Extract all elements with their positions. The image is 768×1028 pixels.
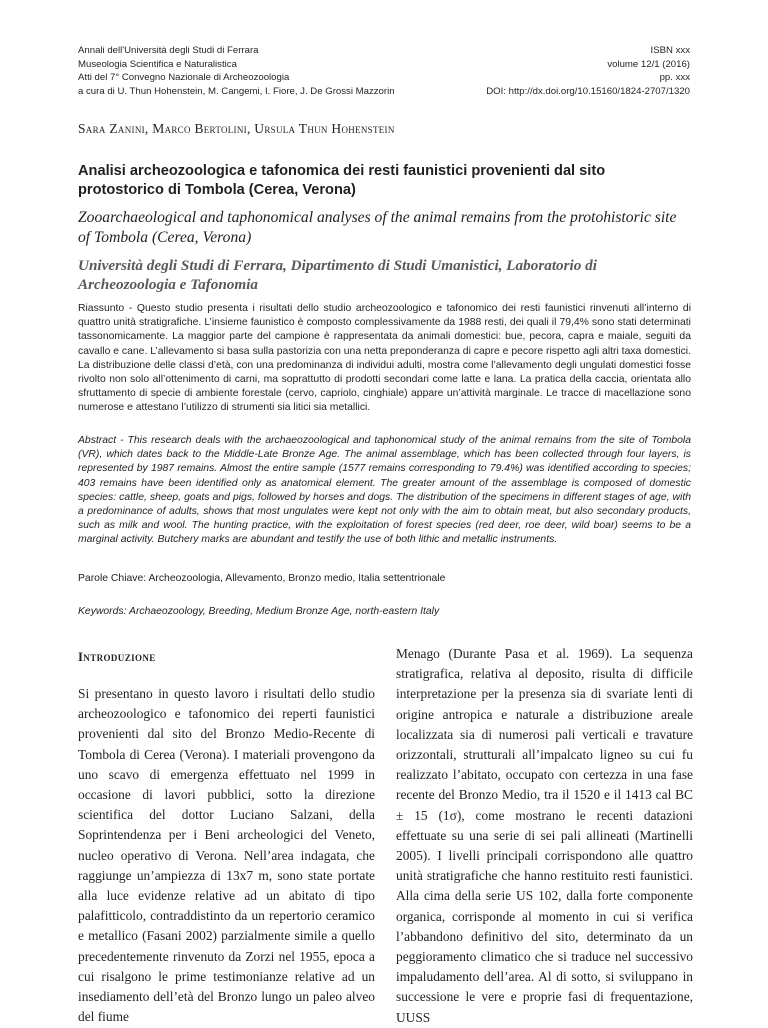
body-paragraph-right: Menago (Durante Pasa et al. 1969). La sequenza stratigrafica, relativa al deposito, risulta di difficile interpretazione per la presenza sia di svariate lenti di origine antropica e naturale a distribuzione areale localizzata sia di numerosi pali verticali e travature orizzontali, strutturali all’impalcato ligneo su cui fu realizzato l’abitato, occupato con certezza in una fase recente del Bronzo Medio, tra il 1520 e il 1413 cal BC ± 15 (1σ), come mostrano le recenti datazioni effettuate su una serie di sei pali allineati (Martinelli 2005). I livelli principali corrispondono alle quattro unità stratigrafiche che hanno restituito resti faunistici. Alla cima della serie US 102, dalla forte componente organica, corrisponde al momento in cui si verifica l’abbandono definitivo del sito, determinato da un peggioramento climatico che si traduce nel successivo impaludamento dell’area. Al di sotto, si sviluppano in successione le vere e proprie fasi di frequentazione, UUSS	[396, 646, 693, 1025]
body-paragraph-left: Si presentano in questo lavoro i risultati dello studio archeozoologico e tafonomico dei reperti faunistici provenienti dal sito del Bronzo Medio-Recente di Tombola di Cerea (Verona). I materiali provengono da uno scavo di emergenza effettuato nel 1999 in occasione di lavori pubblici, sotto la direzione scientifica del dottor Luciano Salzani, della Soprintendenza per i Beni archeologici del Veneto, nucleo operativo di Verona. Nell’area indagata, che raggiunge un’ampiezza di 13x7 m, sono state portate alla luce evidenze relative ad un abitato di tipo palafitticolo, contraddistinto da un repertorio ceramico e metallico (Fasani 2002) parzialmente simile a quello precedentemente rinvenuto da Zorzi nel 1955, epoca a cui risalgono le prime testimonianze relative ad un insediamento dell’età del Bronzo lungo un paleo alveo del fiume	[78, 686, 375, 1025]
isbn: ISBN xxx	[650, 45, 690, 56]
pages: pp. xxx	[659, 72, 690, 83]
abstract: Abstract - This research deals with the archaeozoological and taphonomical study of the animal remains from the site of Tombola (VR), which dates back to the Middle-Late Bronze Age. The animal assemblage, which has been collected through four layers, is represented by 1987 remains. Almost the entire sample (1577 remains corresponding to 79.4%) was identified according to species; 403 remains have been identified only as anatomical element. The greater amount of the assemblage is composed of domestic species: cattle, sheep, goats and pigs, followed by horses and dogs. The distribution of the specimens in different stages of age, with a predominance of adults, shows that most ungulates were kept not only with the aim to obtain meat, but also secondary products, such as milk and wool. The hunting practice, with the exploitation of forest species (red deer, roe deer, wild boar) seems to be a marginal activity. Butchery marks are abundant and testify the use of both lithic and metallic instruments.	[78, 435, 691, 546]
authors: Sara Zanini, Marco Bertolini, Ursula Thun Hohenstein	[78, 121, 395, 136]
journal-name: Annali dell'Università degli Studi di Ferrara	[78, 45, 259, 56]
section-heading: Introduzione	[78, 650, 156, 664]
riassunto: Riassunto - Questo studio presenta i risultati dello studio archeozoologico e tafonomico dei resti faunistici rinvenuti all’interno di quattro unità stratigrafiche. L’insieme faunistico è composto complessivamente da 1988 resti, dei quali il 79,4% sono stati determinati tassonomicamente. La maggior parte del campione è rappresentata da animali domestici: bue, pecora, capra e maiale, seguiti da cavallo e cane. L’allevamento si basa sulla pastorizia con una netta preponderanza di capre e pecore rispetto agli altri taxa domestici. La distribuzione delle classi d’età, con una predominanza di individui adulti, mostra come l’allevamento degli ungulati domestici fosse rivolto non solo all’ottenimento di carni, ma soprattutto di prodotti secondari come latte e lana. La pratica della caccia, orientata allo sfruttamento di specie di ambiente forestale (cervo, capriolo, cinghiale) appare un’attività marginale. Le tracce di macellazione sono numerose e attestano l’utilizzo di strumenti sia litici sia metallici.	[78, 303, 691, 414]
editors: a cura di U. Thun Hohenstein, M. Cangemi, I. Fiore, J. De Grossi Mazzorin	[78, 85, 395, 97]
title-english: Zooarchaeological and taphonomical analyses of the animal remains from the protohistoric site of Tombola (Cerea, Verona)	[78, 209, 677, 246]
body-column-right	[396, 644, 693, 1028]
conference-name: Atti del 7° Convegno Nazionale di Archeozoologia	[78, 72, 290, 83]
journal-header-left	[78, 44, 395, 98]
affiliation: Università degli Studi di Ferrara, Dipartimento di Studi Umanistici, Laboratorio di Archeozoologia e Tafonomia	[78, 257, 597, 293]
body-column-left	[78, 648, 375, 1027]
keywords: Keywords: Archaeozoology, Breeding, Medium Bronze Age, north-eastern Italy	[78, 606, 440, 617]
journal-header-right	[486, 44, 690, 98]
volume: volume 12/1 (2016)	[607, 58, 690, 70]
journal-series: Museologia Scientifica e Naturalistica	[78, 58, 237, 70]
parole-chiave: Parole Chiave: Archeozoologia, Allevamento, Bronzo medio, Italia settentrionale	[78, 573, 446, 584]
title-italian: Analisi archeozoologica e tafonomica dei resti faunistici provenienti dal sito protostorico di Tombola (Cerea, Verona)	[78, 163, 606, 198]
doi-link[interactable]: DOI: http://dx.doi.org/10.15160/1824-2707/1320	[486, 85, 690, 97]
